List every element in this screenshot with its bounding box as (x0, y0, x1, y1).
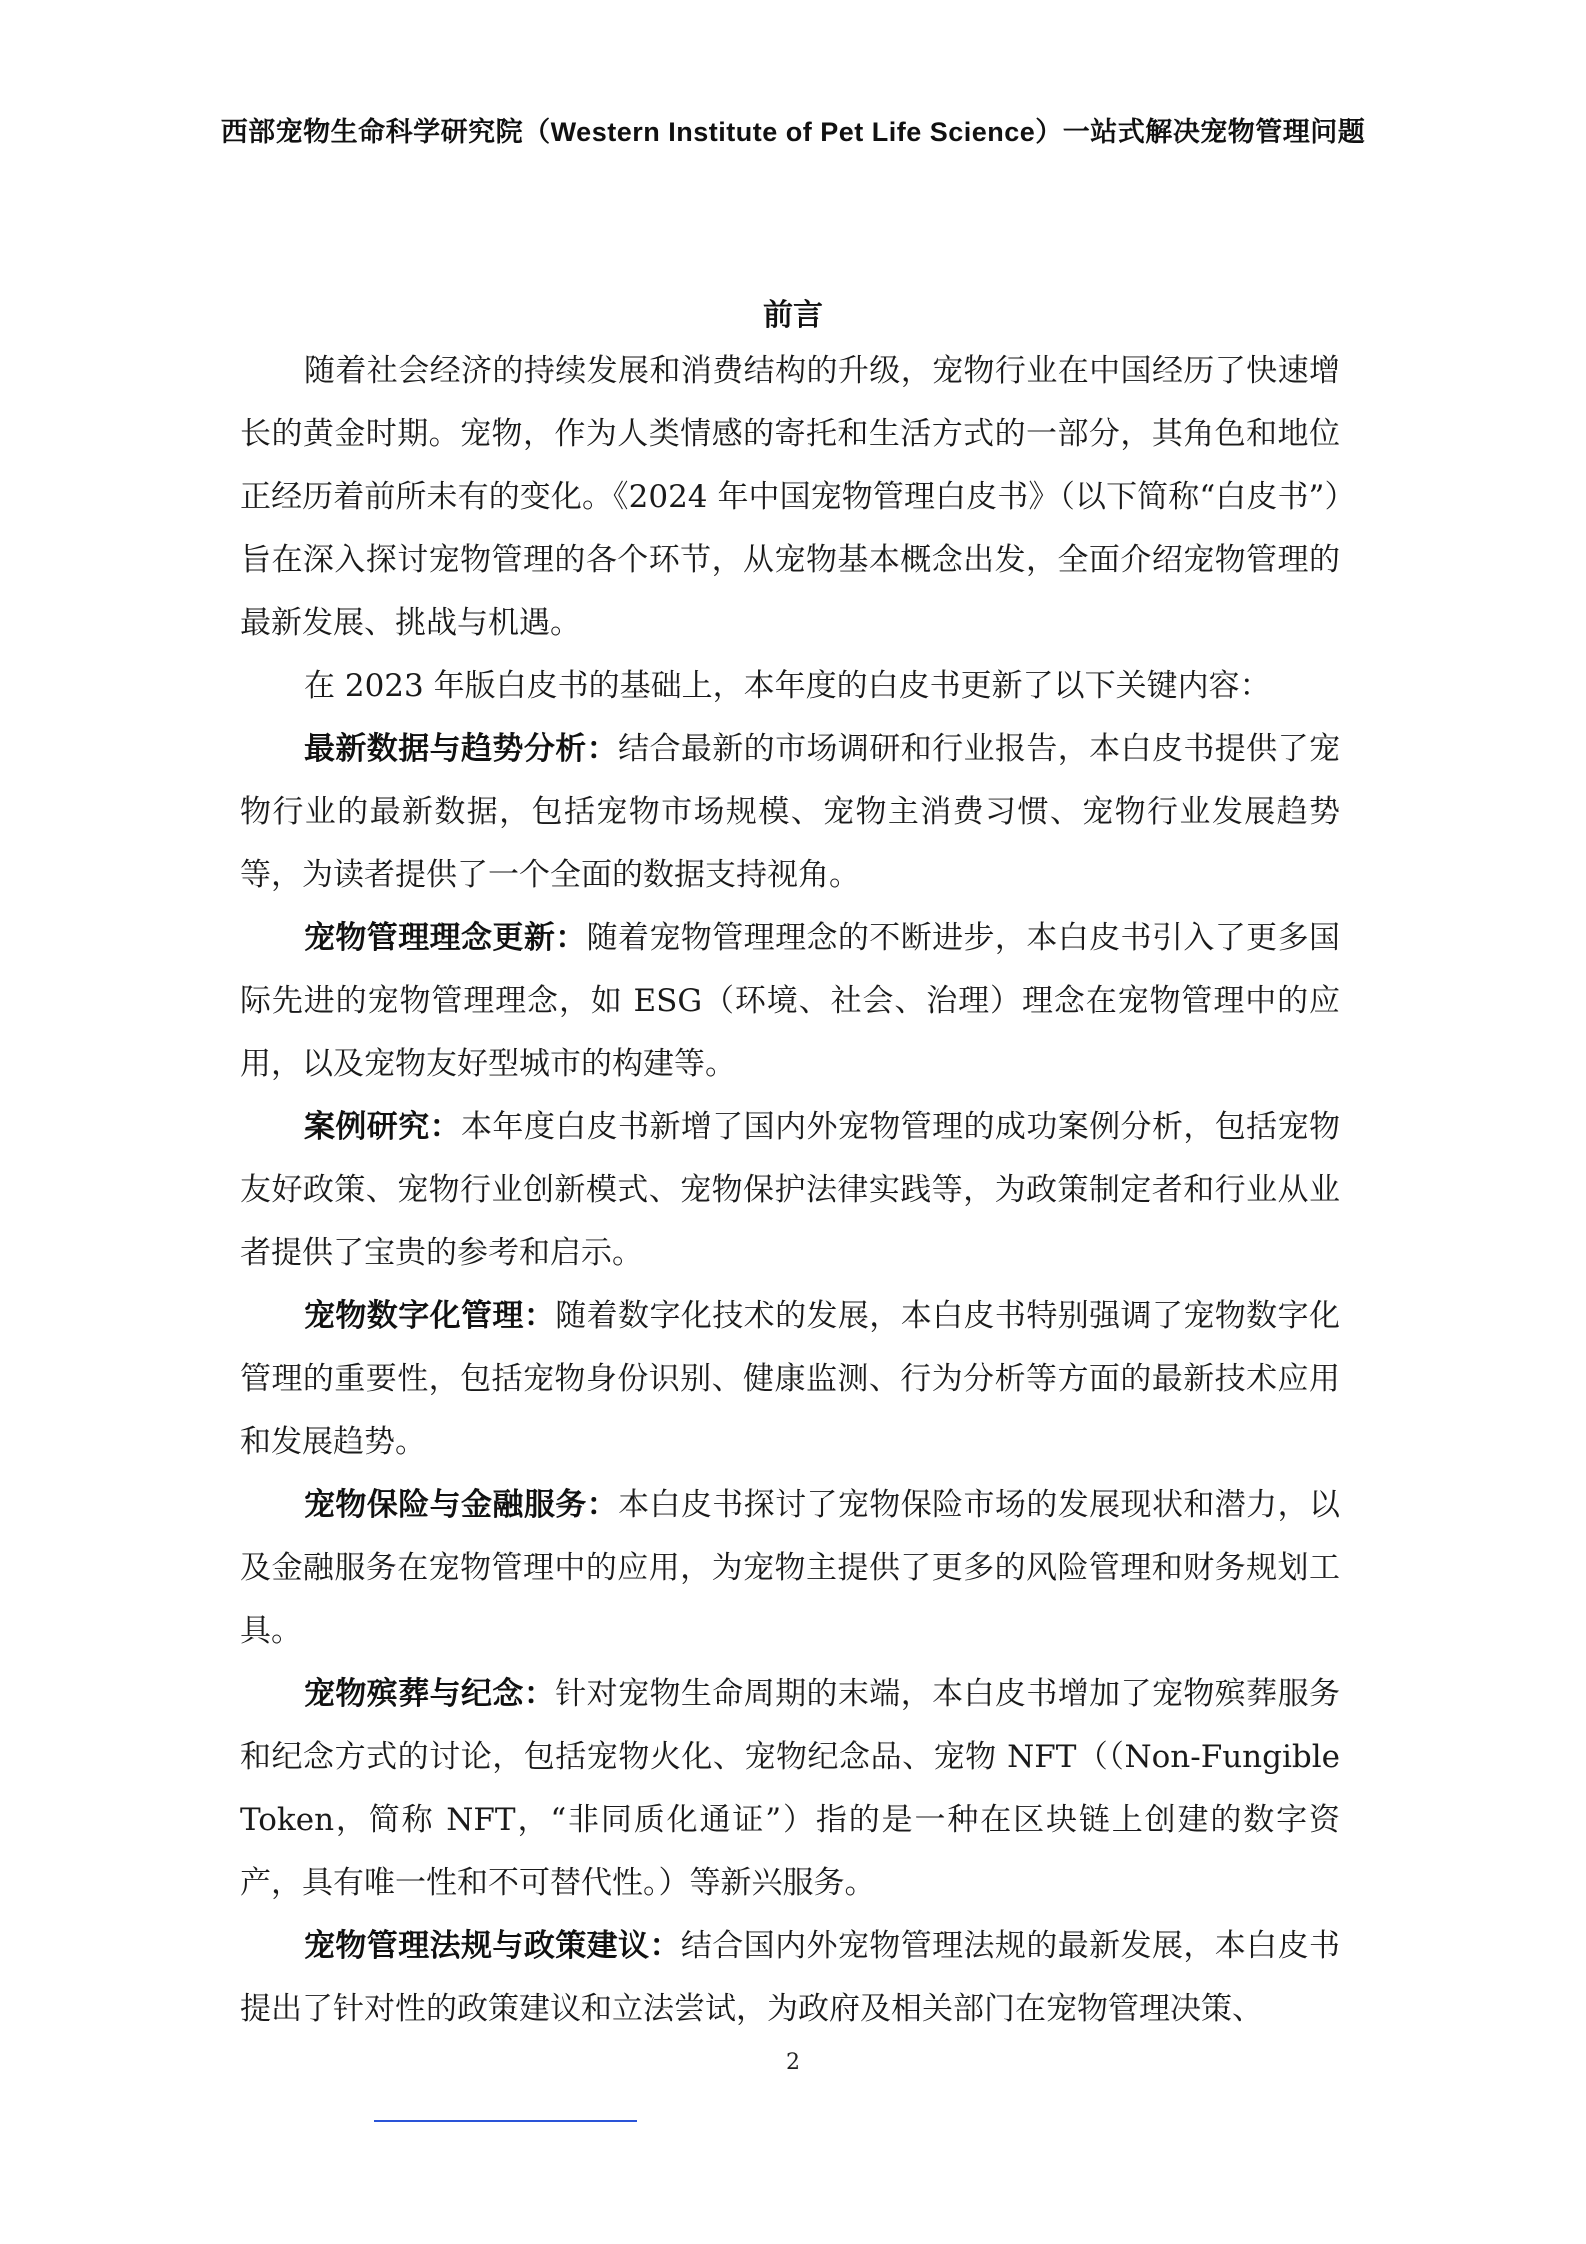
paragraph-lead: 宠物保险与金融服务： (304, 1487, 619, 1523)
paragraph (240, 1096, 1340, 1285)
paragraph-text: 结合国内外宠物管理法规的最新发展，本白皮书提出了针对性的政策建议和立法尝试，为政府及相关部门在宠物管理决策、 (240, 1928, 1340, 2027)
paragraph-text: 随着社会经济的持续发展和消费结构的升级，宠物行业在中国经历了快速增长的黄金时期。宠物，作为人类情感的寄托和生活方式的一部分，其角色和地位正经历着前所未有的变化。《2024 年中国宠物管理白皮书》（以下简称“白皮书”）旨在深入探讨宠物管理的各个环节，从宠物基本概念出发，全面介绍宠物管理的最新发展、挑战与机遇。 (240, 353, 1340, 641)
paragraph (240, 1663, 1340, 1915)
paragraph-text: 结合最新的市场调研和行业报告，本白皮书提供了宠物行业的最新数据，包括宠物市场规模、宠物主消费习惯、宠物行业发展趋势等，为读者提供了一个全面的数据支持视角。 (240, 731, 1340, 893)
paragraph-lead: 宠物管理法规与政策建议： (304, 1928, 681, 1964)
paragraph-text: 本年度白皮书新增了国内外宠物管理的成功案例分析，包括宠物友好政策、宠物行业创新模式、宠物保护法律实践等，为政策制定者和行业从业者提供了宝贵的参考和启示。 (240, 1109, 1340, 1271)
paragraph-lead: 宠物殡葬与纪念： (304, 1676, 556, 1712)
paragraph (240, 655, 1340, 718)
page-title: 前言 (763, 298, 823, 333)
paragraph-lead: 案例研究： (304, 1109, 462, 1145)
page-number: 2 (786, 2050, 800, 2075)
paragraph-lead: 最新数据与趋势分析： (304, 731, 619, 767)
paragraph-text: 随着宠物管理理念的不断进步，本白皮书引入了更多国际先进的宠物管理理念，如 ESG（环境、社会、治理）理念在宠物管理中的应用，以及宠物友好型城市的构建等。 (240, 920, 1340, 1082)
paragraph-text: 在 2023 年版白皮书的基础上，本年度的白皮书更新了以下关键内容： (304, 668, 1271, 704)
paragraph-lead: 宠物管理理念更新： (304, 920, 587, 956)
paragraph (240, 907, 1340, 1096)
body-text (240, 340, 1340, 2041)
paragraph (240, 718, 1340, 907)
paragraph-text: 随着数字化技术的发展，本白皮书特别强调了宠物数字化管理的重要性，包括宠物身份识别、健康监测、行为分析等方面的最新技术应用和发展趋势。 (240, 1298, 1340, 1460)
paragraph (240, 1474, 1340, 1663)
paragraph-text: 本白皮书探讨了宠物保险市场的发展现状和潜力，以及金融服务在宠物管理中的应用，为宠物主提供了更多的风险管理和财务规划工具。 (240, 1487, 1340, 1649)
running-header: 西部宠物生命科学研究院（Western Institute of Pet Life Science）一站式解决宠物管理问题 (220, 117, 1366, 147)
paragraph-lead: 宠物数字化管理： (304, 1298, 556, 1334)
paragraph (240, 1915, 1340, 2041)
footnote-separator (374, 2120, 637, 2122)
paragraph-text: 针对宠物生命周期的末端，本白皮书增加了宠物殡葬服务和纪念方式的讨论，包括宠物火化、宠物纪念品、宠物 NFT（（Non-Fungible Token，简称 NFT，“非同质化通证”）指的是一种在区块链上创建的数字资产，具有唯一性和不可替代性。）等新兴服务。 (240, 1676, 1340, 1901)
paragraph (240, 1285, 1340, 1474)
paragraph (240, 340, 1340, 655)
